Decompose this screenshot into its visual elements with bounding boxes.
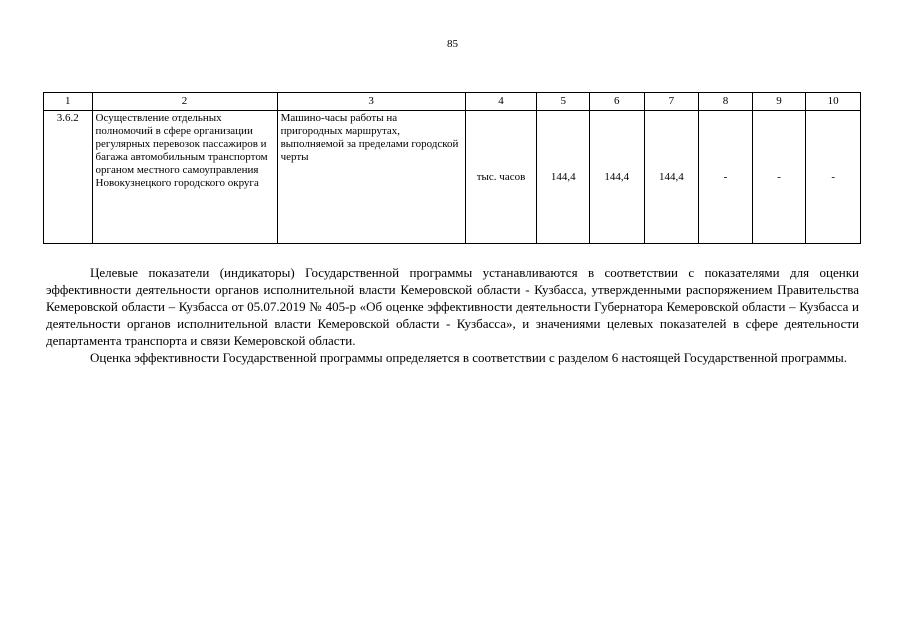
row-number-cell: 3.6.2 (44, 111, 93, 244)
row-value-cell: - (806, 111, 861, 244)
column-header: 4 (465, 93, 537, 111)
column-header: 1 (44, 93, 93, 111)
column-header: 8 (699, 93, 753, 111)
column-header: 9 (752, 93, 806, 111)
column-header: 10 (806, 93, 861, 111)
column-header: 2 (92, 93, 277, 111)
indicators-table (43, 92, 861, 244)
row-indicator-cell: Машино-часы работы на пригородных маршрутах, выполняемой за пределами городской черты (277, 111, 465, 244)
row-value-cell: - (699, 111, 753, 244)
column-header: 3 (277, 93, 465, 111)
row-value-cell: - (752, 111, 806, 244)
row-value-cell: 144,4 (589, 111, 644, 244)
row-unit-cell: тыс. часов (465, 111, 537, 244)
row-value-cell: 144,4 (644, 111, 699, 244)
column-header: 5 (537, 93, 590, 111)
body-text (46, 264, 859, 366)
table-row (44, 111, 861, 244)
column-header: 6 (589, 93, 644, 111)
row-value-cell: 144,4 (537, 111, 590, 244)
page-number: 85 (447, 38, 458, 50)
paragraph: Оценка эффективности Государственной программы определяется в соответствии с разделом 6 настоящей Государственной программы. (90, 350, 848, 365)
column-header: 7 (644, 93, 699, 111)
table-header-row (44, 93, 861, 111)
paragraph: Целевые показатели (индикаторы) Государственной программы устанавливаются в соответствии с показателями для оценки эффективности деятельности органов исполнительной власти Кемеровской области - Кузбасса, утвержденными распоряжением Правительства Кемеровской области – Кузбасса от 05.07.2019 № 405-р «Об оценке эффективности деятельности Губернатора Кемеровской области – Кузбасса и деятельности органов исполнительной власти Кемеровской области - Кузбасса», и значениями целевых показателей в сфере деятельности департамента транспорта и связи Кемеровской области. (46, 265, 859, 348)
row-name-cell: Осуществление отдельных полномочий в сфере организации регулярных перевозок пассажиров и багажа автомобильным транспортом органом местного самоуправления Новокузнецкого городского округа (92, 111, 277, 244)
